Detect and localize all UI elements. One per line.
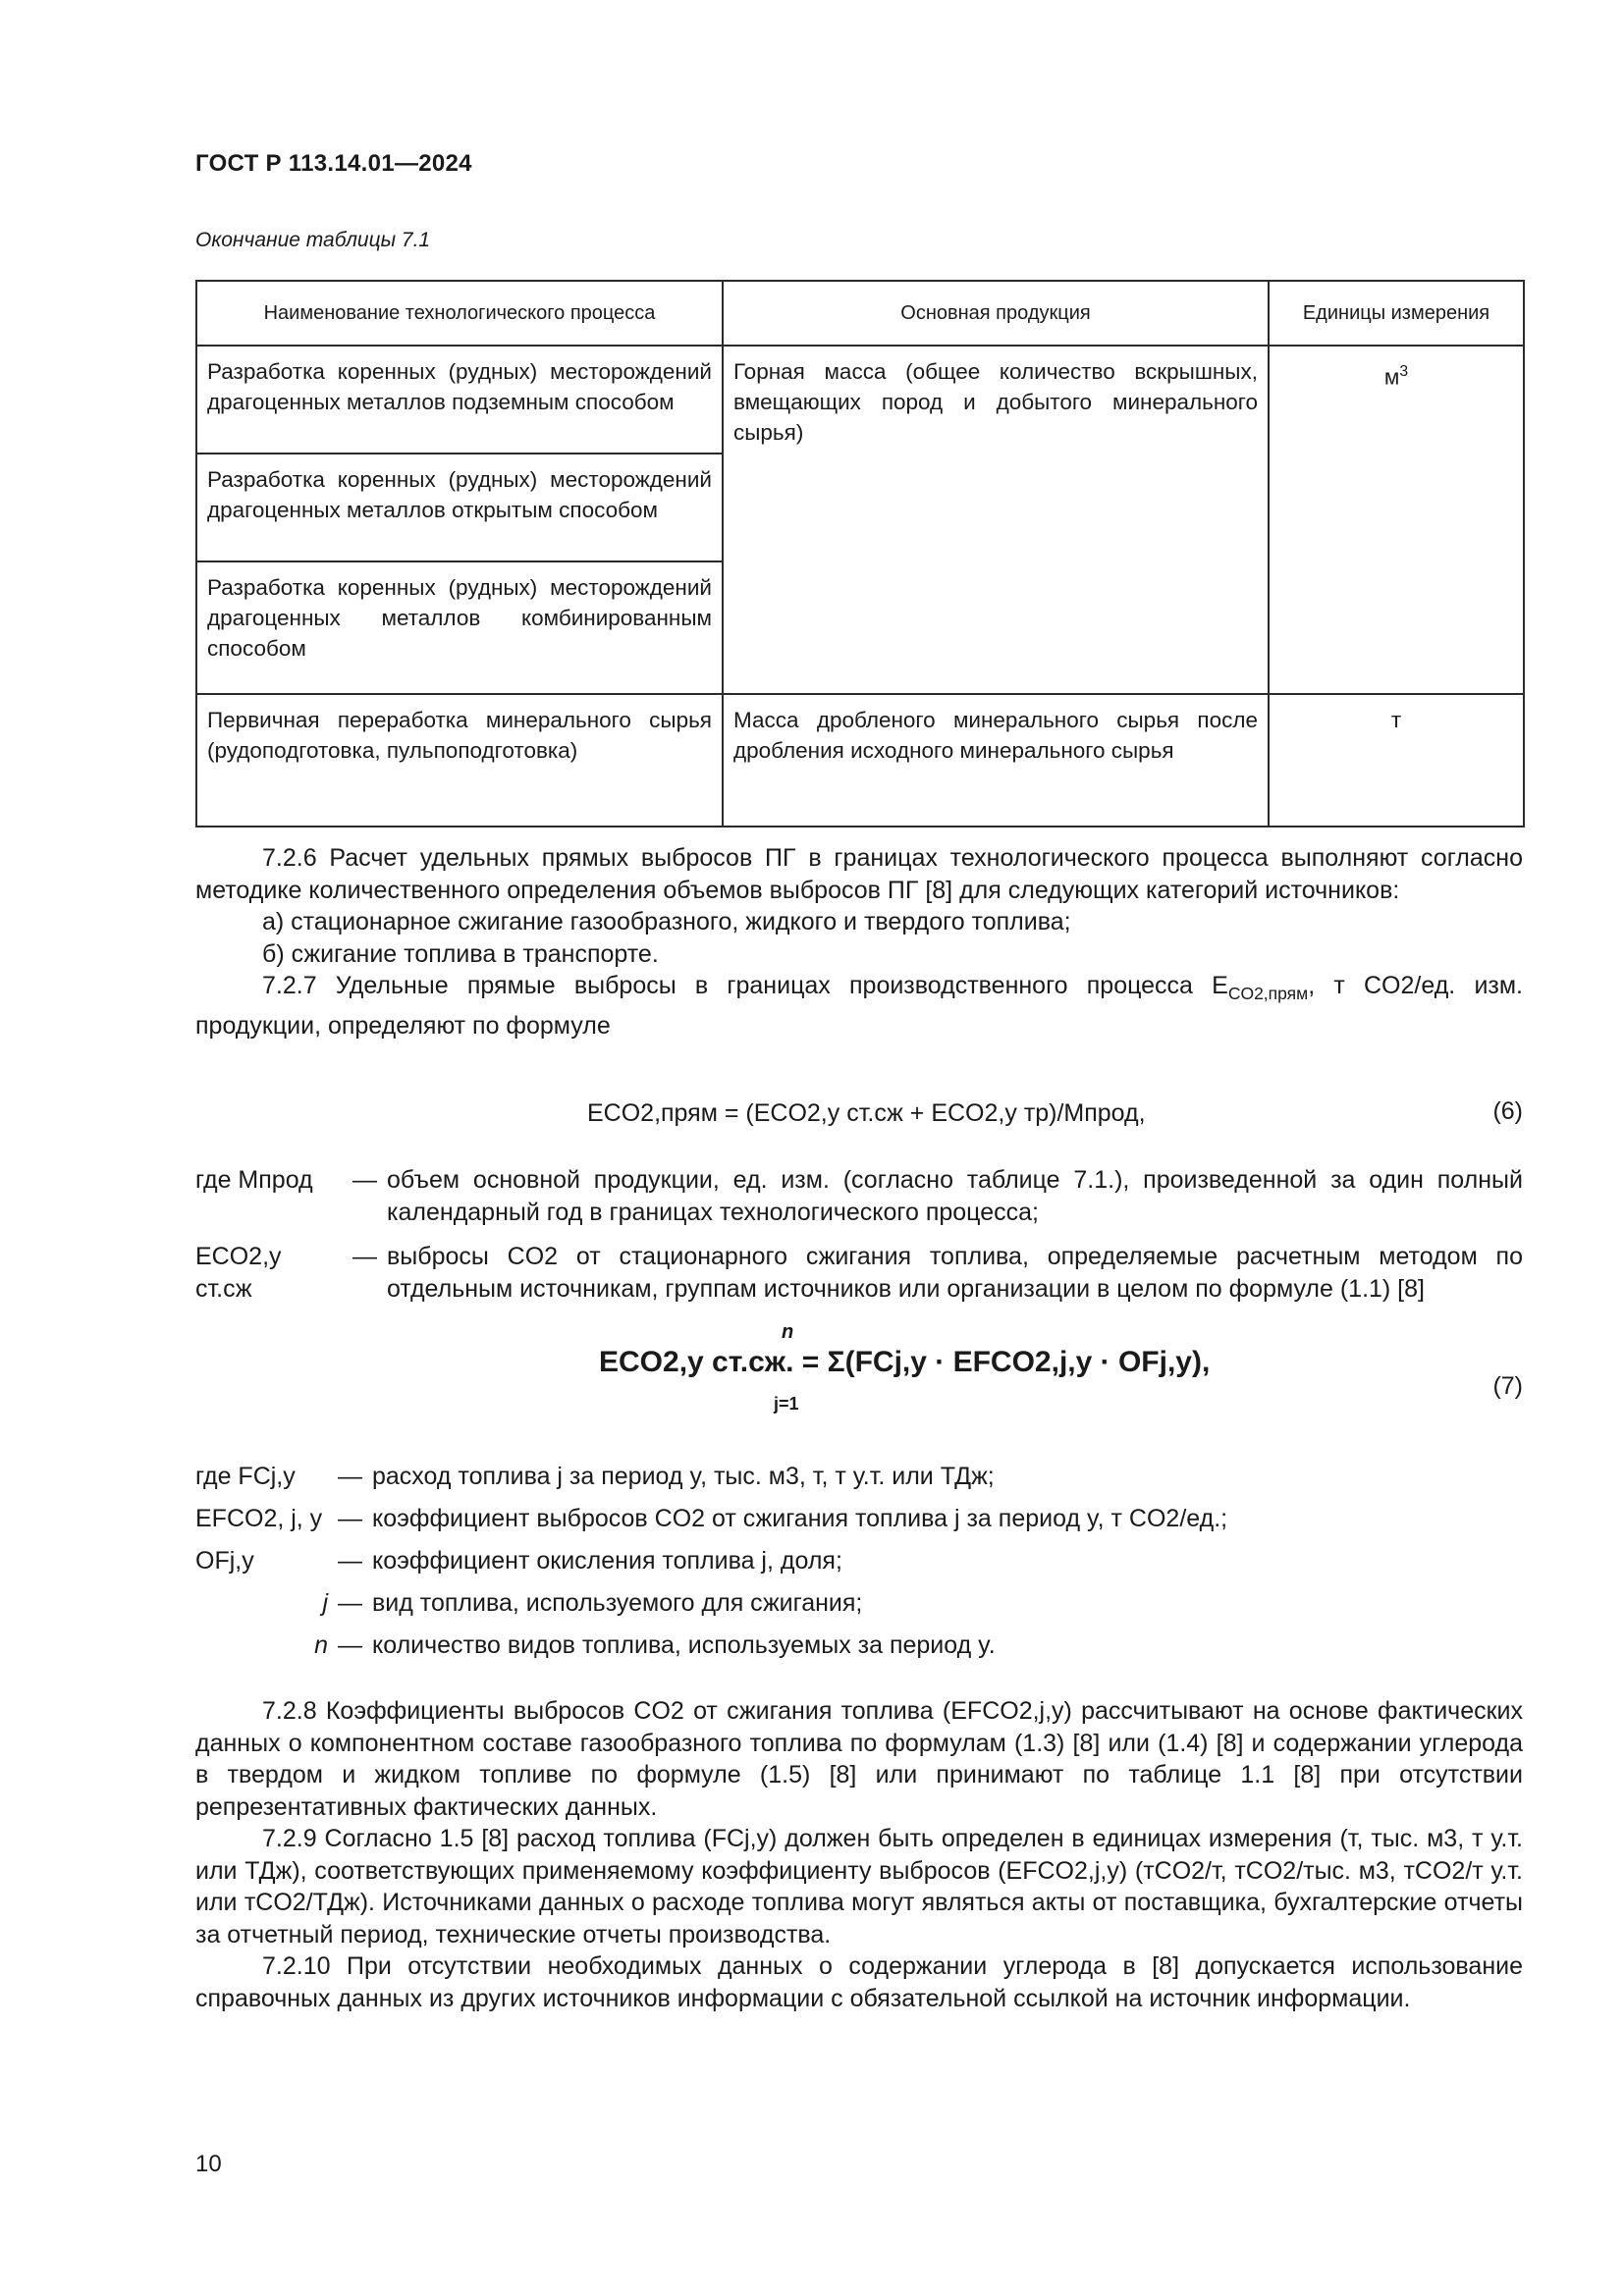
legend-text: выбросы CO2 от стационарного сжигания топлива, определяемые расчетным методом по отдельным источникам, группам источников или организации в целом по формуле (1.1) [8] [387,1243,1523,1303]
column-header: Наименование технологического процесса [196,281,723,346]
unit-exponent: 3 [1399,363,1409,380]
process-cell: Разработка коренных (рудных) месторождений драгоценных металлов открытым способом [196,454,723,561]
legend-dash: — [352,1243,377,1270]
formula-number: (7) [1492,1372,1523,1400]
process-cell: Первичная переработка минерального сырья (рудоподготовка, пульпоподготовка) [196,694,723,827]
table-header-row [196,281,1524,346]
legend-dash: — [338,1505,362,1532]
formula-6-legend [195,1164,1523,1306]
legend-row [195,1629,1523,1662]
table-row [196,346,1524,454]
list-item: б) сжигание топлива в транспорте. [262,939,659,968]
process-table [195,280,1525,828]
process-cell: Разработка коренных (рудных) месторождений драгоценных металлов подземным способом [196,346,723,454]
legend-row [195,1587,1523,1620]
legend-row [195,1545,1523,1577]
column-header: Единицы измерения [1269,281,1524,346]
section-7-2-6 [195,842,1523,1041]
sum-upper-limit: n [782,1321,794,1343]
legend-symbol: EFCO2, j, y [195,1505,323,1532]
legend-text: коэффициент выбросов CO2 от сжигания топлива j за период y, т CO2/ед.; [372,1505,1228,1532]
unit-base: м [1383,364,1400,390]
unit-cell: т [1269,694,1524,827]
legend-dash: — [338,1463,362,1490]
legend-symbol: где FCj,y [195,1463,296,1490]
legend-row [195,1503,1523,1535]
standard-header: ГОСТ Р 113.14.01—2024 [195,150,472,177]
legend-text: количество видов топлива, используемых за период y. [372,1631,996,1659]
paragraph-7-2-7: 7.2.7 Удельные прямые выбросы в границах производственного процесса $E_{CO2,прям}$, т CO2/ед. изм. продукции, определяют по формуле [195,972,1524,1040]
table-caption: Окончание таблицы 7.1 [195,229,431,251]
paragraph: 7.2.6 Расчет удельных прямых выбросов ПГ в границах технологического процесса выполняют согласно методике количественного определения объемов выбросов ПГ [8] для следующих категорий источников: [195,844,1523,904]
legend-dash: — [352,1166,377,1194]
formula-number: (6) [1492,1097,1523,1125]
formula-6: ECO2,прям = (ECO2,y ст.сж + ECO2,y тр)/Mпрод, [587,1099,1146,1127]
legend-symbol: где Mпрод [195,1166,313,1194]
section-7-2-8-to-7-2-10 [195,1695,1523,2014]
legend-dash: — [338,1547,362,1575]
formula-7 [599,1347,1210,1378]
legend-text: расход топлива j за период y, тыс. м3, т, т у.т. или ТДж; [372,1463,995,1490]
legend-dash: — [338,1589,362,1617]
legend-symbol: ECO2,y ст.сж [195,1243,282,1303]
table-row [196,694,1524,827]
legend-row [195,1241,1523,1306]
paragraph-7-2-10: 7.2.10 При отсутствии необходимых данных о содержании углерода в [8] допускается использование справочных данных из других источников информации с обязательной ссылкой на источник информации. [195,1952,1523,2012]
process-cell: Разработка коренных (рудных) месторождений драгоценных металлов комбинированным способом [196,561,723,694]
legend-symbol: OFj,y [195,1547,254,1575]
legend-row [195,1164,1523,1229]
page-number: 10 [195,2151,222,2177]
sum-lower-limit: j=1 [774,1394,799,1414]
column-header: Основная продукция [723,281,1269,346]
paragraph-7-2-9: 7.2.9 Согласно 1.5 [8] расход топлива (FCj,y) должен быть определен в единицах измерения (т, тыс. м3, т у.т. или ТДж), соответствующих применяемому коэффициенту выбросов (EFCO2,j,y) (тCO2/т, тCO2/тыс. м3, тCO2/т у.т. или тCO2/ТДж). Источниками данных о расходе топлива могут являться акты от поставщика, бухгалтерские отчеты за отчетный период, технические отчеты производства. [195,1825,1523,1949]
legend-text: объем основной продукции, ед. изм. (согласно таблице 7.1.), произведенной за один полный календарный год в границах технологического процесса; [387,1166,1523,1226]
summation-limits [772,1321,807,1414]
formula-7-legend [195,1461,1523,1662]
formula-7-text: ECO2,y ст.сж. = Σ(FCj,y · EFCO2,j,y · OFj,y), [599,1346,1211,1378]
legend-text: вид топлива, используемого для сжигания; [372,1589,863,1617]
legend-symbol: n [314,1631,328,1659]
product-cell: Масса дробленого минерального сырья после дробления исходного минерального сырья [723,694,1269,827]
unit-cell [1269,346,1524,694]
paragraph-7-2-8: 7.2.8 Коэффициенты выбросов CO2 от сжигания топлива (EFCO2,j,y) рассчитывают на основе фактических данных о компонентном составе газообразного топлива по формулам (1.3) [8] или (1.4) [8] и содержании углерода в твердом и жидком топливе по формуле (1.5) [8] или принимают по таблице 1.1 [8] при отсутствии репрезентативных фактических данных. [195,1697,1523,1821]
list-item: а) стационарное сжигание газообразного, жидкого и твердого топлива; [262,908,1071,935]
product-cell: Горная масса (общее количество вскрышных, вмещающих пород и добытого минерального сырья) [723,346,1269,694]
legend-row [195,1461,1523,1493]
legend-text: коэффициент окисления топлива j, доля; [372,1547,842,1575]
legend-dash: — [338,1631,362,1659]
legend-symbol: j [322,1589,328,1617]
